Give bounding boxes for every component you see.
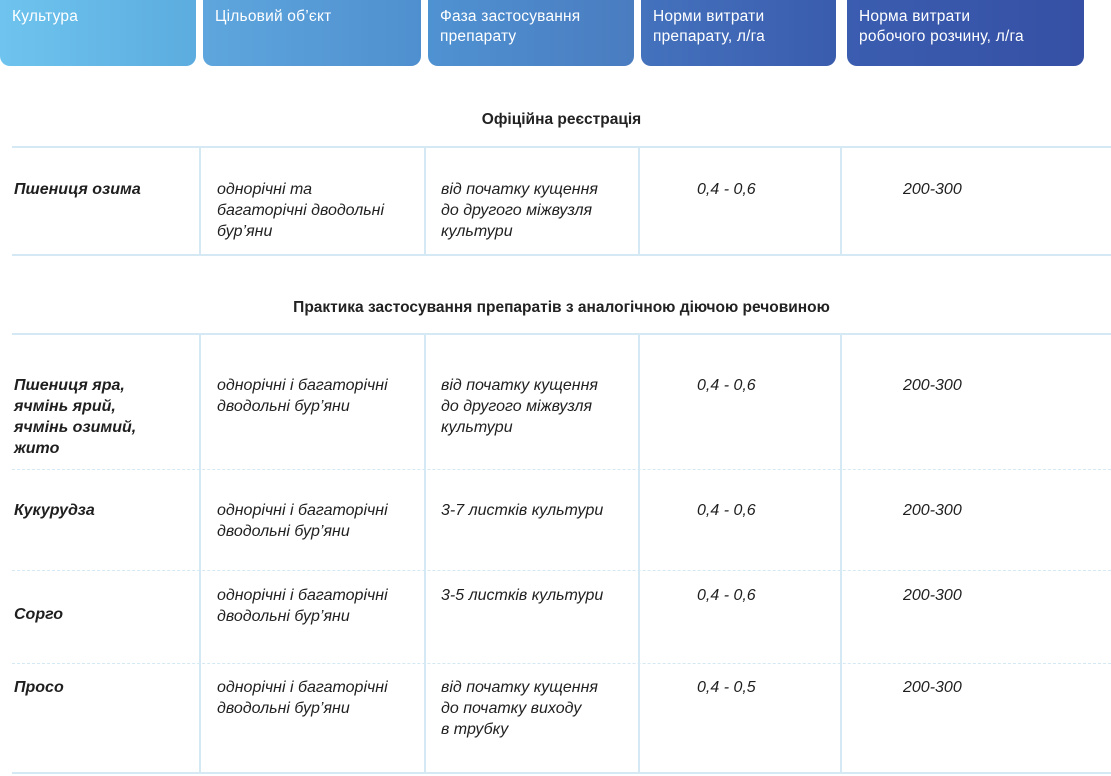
column-divider — [840, 334, 842, 774]
solution-cell: 200-300 — [903, 679, 962, 696]
section-official-title: Офіційна реєстрація — [481, 111, 642, 128]
header-target — [203, 0, 421, 66]
column-divider — [840, 147, 842, 255]
crop-cell: Пшениця озима — [14, 181, 141, 198]
header-target-label: Цільовий об’єкт — [215, 8, 332, 25]
header-solution-rate — [847, 0, 1084, 66]
divider — [12, 333, 1111, 335]
crop-cell: Просо — [14, 679, 64, 696]
rate-cell: 0,4 - 0,5 — [697, 679, 756, 696]
row-divider — [12, 663, 1111, 664]
phase-cell: 3-5 листків культури — [441, 587, 604, 604]
phase-cell: від початку кущення до другого міжвузля культури — [441, 377, 598, 436]
crop-cell: Пшениця яра, ячмінь ярий, ячмінь озимий, жито — [14, 377, 137, 457]
column-divider — [424, 334, 426, 774]
header-solution-rate-label: Норма витрати робочого розчину, л/га — [859, 8, 1024, 45]
rate-cell: 0,4 - 0,6 — [697, 181, 756, 198]
crop-cell: Сорго — [14, 606, 64, 623]
row-divider — [12, 469, 1111, 470]
column-divider — [424, 147, 426, 255]
solution-cell: 200-300 — [903, 502, 962, 519]
header-product-rate — [641, 0, 836, 66]
target-cell: однорічні і багаторічні дводольні бур’яни — [217, 679, 388, 717]
column-divider — [199, 334, 201, 774]
header-culture-label: Культура — [12, 8, 79, 25]
divider — [12, 772, 1111, 774]
target-cell: однорічні та багаторічні дводольні бур’яни — [217, 181, 385, 240]
rate-cell: 0,4 - 0,6 — [697, 587, 756, 604]
target-cell: однорічні і багаторічні дводольні бур’яни — [217, 377, 388, 415]
column-divider — [638, 334, 640, 774]
solution-cell: 200-300 — [903, 181, 962, 198]
target-cell: однорічні і багаторічні дводольні бур’яни — [217, 502, 388, 540]
crop-cell: Кукурудза — [14, 502, 95, 519]
divider — [12, 254, 1111, 256]
column-divider — [638, 147, 640, 255]
column-divider — [199, 147, 201, 255]
rate-cell: 0,4 - 0,6 — [697, 377, 756, 394]
row-divider — [12, 570, 1111, 571]
solution-cell: 200-300 — [903, 587, 962, 604]
solution-cell: 200-300 — [903, 377, 962, 394]
header-phase-label: Фаза застосування препарату — [440, 8, 581, 45]
header-product-rate-label: Норми витрати препарату, л/га — [653, 8, 765, 45]
header-phase — [428, 0, 634, 66]
phase-cell: від початку кущення до початку виходу в трубку — [441, 679, 598, 738]
divider — [12, 146, 1111, 148]
section-practice-title: Практика застосування препаратів з аналогічною діючою речовиною — [293, 299, 830, 316]
phase-cell: від початку кущення до другого міжвузля культури — [441, 181, 598, 240]
rate-cell: 0,4 - 0,6 — [697, 502, 756, 519]
phase-cell: 3-7 листків культури — [441, 502, 604, 519]
target-cell: однорічні і багаторічні дводольні бур’яни — [217, 587, 388, 625]
header-culture — [0, 0, 196, 66]
